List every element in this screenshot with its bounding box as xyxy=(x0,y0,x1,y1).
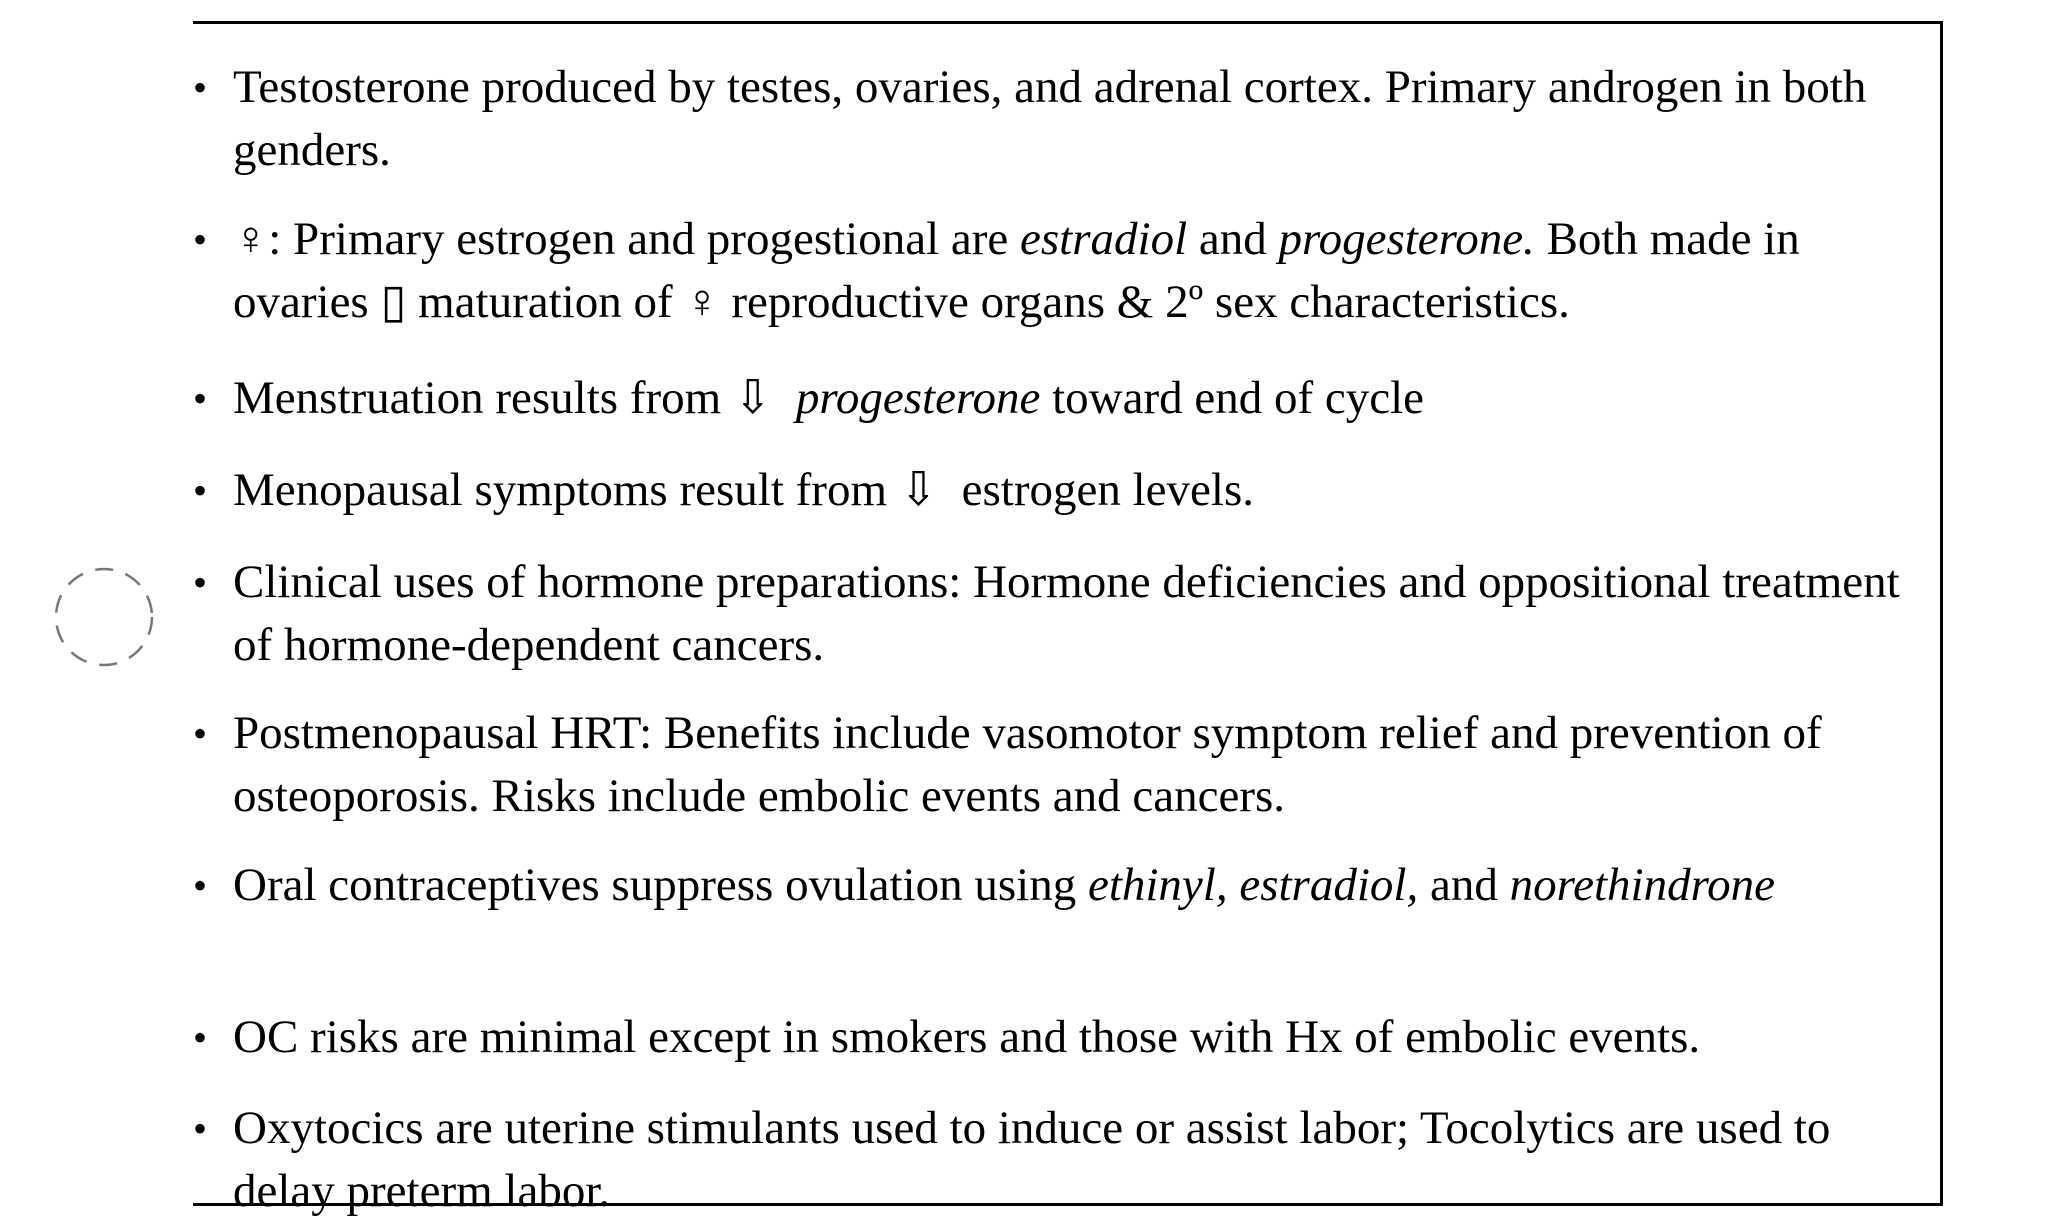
text-segment: Clinical uses of hormone preparations: Hormone deficiencies and oppositional treatment of hormone-dependent cancers. xyxy=(233,556,1900,671)
summary-box xyxy=(193,21,1943,1217)
bullet-text xyxy=(233,1006,1923,1069)
text-segment: Oral contraceptives suppress ovulation using xyxy=(233,859,1088,911)
text-segment: Menstruation results from ⇩ xyxy=(233,372,796,424)
text-segment: Postmenopausal HRT: Benefits include vasomotor symptom relief and prevention of osteoporosis. Risks include embolic events and cancers. xyxy=(233,707,1822,822)
italic-segment: estradiol xyxy=(1020,213,1188,265)
bullet-dot: • xyxy=(193,376,208,421)
italic-segment: norethindrone xyxy=(1509,859,1776,911)
bullet-dot: • xyxy=(193,65,208,110)
bullet-text xyxy=(233,702,1923,828)
bullet-dot: • xyxy=(193,560,208,605)
text-segment: Testosterone produced by testes, ovaries, and adrenal cortex. Primary androgen in both genders. xyxy=(233,61,1867,176)
italic-segment: progesterone xyxy=(795,372,1041,424)
spinner-ring xyxy=(56,569,152,665)
text-segment: Oxytocics are uterine stimulants used to induce or assist labor; Tocolytics are used to delay preterm labor. xyxy=(233,1102,1831,1217)
bullet-text xyxy=(233,854,1923,917)
bullet-text xyxy=(233,208,1923,334)
bullet-dot: • xyxy=(193,863,208,908)
italic-segment: ethinyl, estradiol, xyxy=(1087,859,1419,911)
bullet-text xyxy=(233,367,1923,430)
dashed-circle-icon xyxy=(54,567,154,667)
text-segment: and xyxy=(1418,859,1510,911)
text-segment: OC risks are minimal except in smokers and those with Hx of embolic events. xyxy=(233,1011,1701,1063)
bullet-text xyxy=(233,459,1923,522)
bullet-dot: • xyxy=(193,1015,208,1060)
bullet-dot: • xyxy=(193,1106,208,1151)
bullet-text xyxy=(233,551,1923,677)
text-segment: toward end of cycle xyxy=(1040,372,1425,424)
text-segment: Both made in ovaries ▯ maturation of ♀ reproductive organs & 2º sex characteristics. xyxy=(233,213,1800,328)
bullet-dot: • xyxy=(193,468,208,513)
bullet-dot: • xyxy=(193,217,208,262)
text-segment: ♀: Primary estrogen and progestional are xyxy=(233,213,1021,265)
text-segment: Menopausal symptoms result from ⇩ estrogen levels. xyxy=(233,464,1254,516)
text-segment: and xyxy=(1187,213,1279,265)
italic-segment: progesterone. xyxy=(1278,213,1535,265)
bullet-text xyxy=(233,56,1923,182)
bullet-dot: • xyxy=(193,711,208,756)
spinner-svg xyxy=(54,567,154,667)
bullet-text xyxy=(233,1097,1923,1223)
